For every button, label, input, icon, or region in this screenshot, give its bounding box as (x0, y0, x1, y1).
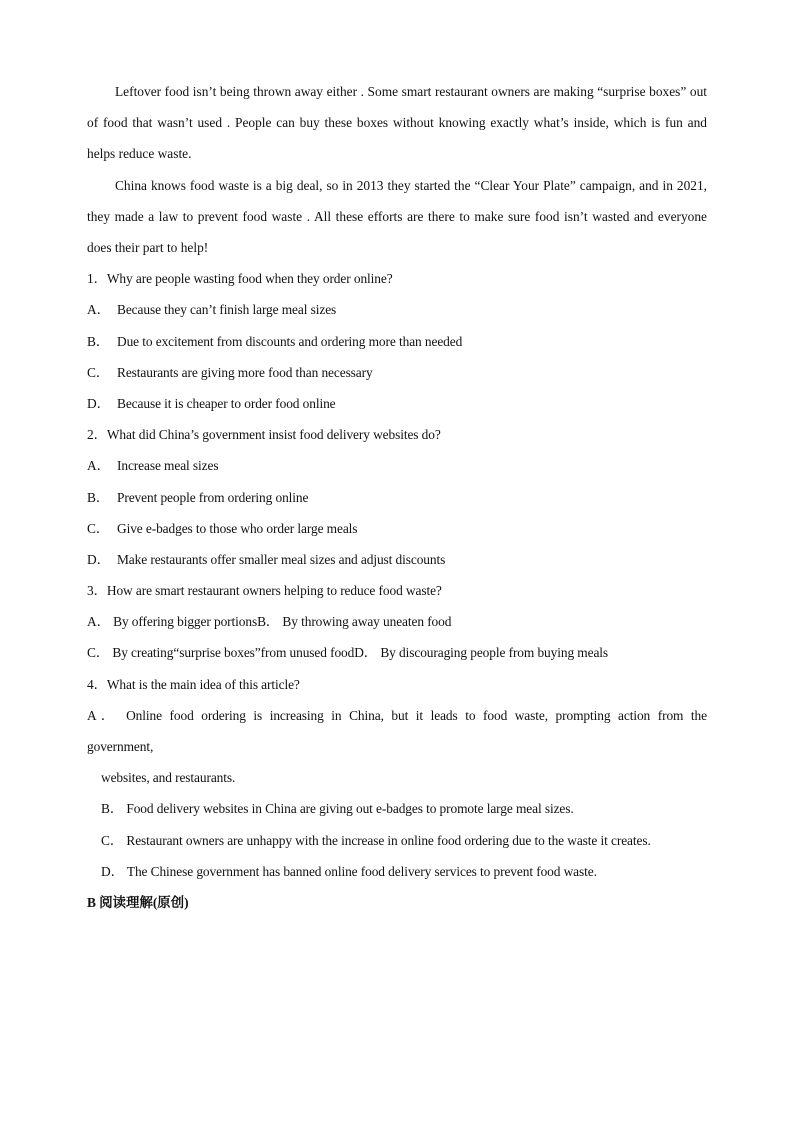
question-4-option-a-line-3: websites, and restaurants. (101, 770, 236, 786)
question-4-option-a-line-1: A． Online food ordering is increasing in China, but it leads to food waste, prompting action from the (87, 707, 707, 723)
option-letter: C． (87, 520, 110, 536)
question-2-option-a (87, 450, 707, 481)
option-text: Make restaurants offer smaller meal sizes and adjust discounts (117, 551, 446, 567)
option-text: Increase meal sizes (117, 458, 219, 474)
question-1-stem: 1．Why are people wasting food when they order online? (87, 271, 393, 287)
option-letter: C． (87, 364, 110, 380)
question-2-stem: 2．What did China’s government insist food delivery websites do? (87, 427, 441, 443)
question-4-option-a-line-2: government, (87, 739, 154, 755)
option-text: Restaurants are giving more food than necessary (117, 364, 373, 380)
passage-paragraph-2: China knows food waste is a big deal, so in 2013 they started the “Clear Your Plate” campaign, and in 2021, they made a law to prevent food waste . All these efforts are there to make sure food isn’t wasted and everyone does their part to help! (87, 177, 707, 256)
question-4-stem: 4．What is the main idea of this article? (87, 676, 300, 692)
question-3-stem: 3．How are smart restaurant owners helping to reduce food waste? (87, 583, 442, 599)
question-3-options-cd: C． By creating“surprise boxes”from unused foodD． By discouraging people from buying meals (87, 645, 609, 661)
question-1-option-b (87, 326, 707, 357)
question-2-option-c (87, 513, 707, 544)
option-letter: B． (87, 489, 110, 505)
passage-paragraph-1: Leftover food isn’t being thrown away either . Some smart restaurant owners are making “surprise boxes” out of food that wasn’t used . People can buy these boxes without knowing exactly what’s inside, which is fun and helps reduce waste. (87, 84, 707, 162)
option-letter: D． (87, 551, 110, 567)
option-text: Because it is cheaper to order food online (117, 395, 336, 411)
option-text: Give e-badges to those who order large meals (117, 520, 358, 536)
option-text: Due to excitement from discounts and ordering more than needed (117, 333, 463, 349)
option-letter: A． (87, 458, 110, 474)
option-text: Prevent people from ordering online (117, 489, 309, 505)
option-letter: A． (87, 302, 110, 318)
document-content (87, 76, 707, 918)
question-1-option-a (87, 294, 707, 325)
question-2-option-d (87, 544, 707, 575)
question-4-option-d: D． The Chinese government has banned online food delivery services to prevent food waste. (101, 863, 597, 879)
option-letter: D． (87, 395, 110, 411)
question-2-option-b (87, 482, 707, 513)
option-text: Because they can’t finish large meal sizes (117, 302, 337, 318)
question-3-options-ab: A． By offering bigger portionsB． By throwing away uneaten food (87, 614, 452, 630)
option-letter: B． (87, 333, 110, 349)
question-1-option-d (87, 388, 707, 419)
question-4-option-c: C． Restaurant owners are unhappy with the increase in online food ordering due to the waste it creates. (101, 832, 651, 848)
question-1-option-c (87, 357, 707, 388)
question-4-option-b: B． Food delivery websites in China are giving out e-badges to promote large meal sizes. (101, 801, 574, 817)
section-heading: B 阅读理解(原创) (87, 894, 189, 910)
